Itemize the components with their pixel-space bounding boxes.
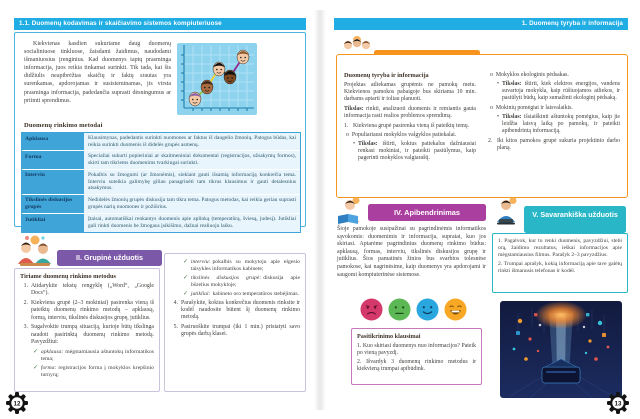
list-item bbox=[170, 324, 300, 339]
item-text: Kiekviena grupė pasirenka vieną iš pateiktų temų. bbox=[353, 122, 470, 129]
selfwork-illustration bbox=[492, 196, 524, 226]
page-number-badge bbox=[6, 392, 28, 414]
item-number: 4. bbox=[173, 299, 178, 306]
check-list-item bbox=[183, 259, 300, 273]
item-number: 1. bbox=[357, 343, 362, 349]
right-chapter-header: 1. Duomenų tyryba ir informacija bbox=[334, 18, 628, 30]
item-text: Sugalvokite trumpą situaciją, kurioje būtų tikslinga naudoti pasirinktą duomenų rinkimo metodą. Pavyzdžiui: bbox=[31, 324, 154, 346]
table-row bbox=[22, 151, 300, 169]
topic-goal-text bbox=[358, 141, 476, 163]
method-label: Interviu bbox=[22, 170, 84, 194]
item-text: Pasiruoškite trumpai (iki 1 min.) pristatyti savo grupės darbą klasei. bbox=[181, 323, 300, 338]
left-page bbox=[0, 0, 320, 416]
method-label: Forma bbox=[22, 151, 84, 168]
check-term: jutikliai: bbox=[190, 290, 211, 297]
self-check-question bbox=[357, 343, 476, 357]
grinning-face-icon[interactable] bbox=[444, 298, 467, 321]
item-number: 1. bbox=[23, 283, 28, 289]
smiling-face-icon[interactable] bbox=[416, 298, 439, 321]
check-desc: diskusija apie būrelius mokykloje; bbox=[190, 274, 300, 289]
check-term: interviu: bbox=[190, 259, 211, 265]
summary-paragraph: Šioje pamokoje susipažinai su pagrindinėmis informatikos sąvokomis: duomenimis ir informacija, supratai, kuo jos skiriasi. Aptarėme pagrindinius duomenų rinkimo būdus: apklausą, formas, interviu, tikslinės diskusijos grupę ir jutiklius. Šios pamatinės žinios bus svarbios tolesnėse pamokose, kai nagrinėsime, kaip duomenys yra apdorojami ir saugomi kompiuterinėse sistemose. bbox=[337, 226, 486, 278]
check-list-item bbox=[33, 349, 154, 363]
check-text bbox=[191, 275, 300, 289]
page-number: 12 bbox=[13, 400, 21, 408]
summary-illustration bbox=[334, 196, 368, 226]
selfwork-box bbox=[492, 233, 628, 293]
check-term: apklausa: bbox=[40, 348, 64, 355]
item-number: 2. bbox=[488, 137, 493, 144]
item-number: 1. bbox=[498, 238, 503, 244]
sad-face-icon[interactable] bbox=[360, 298, 383, 321]
method-description: Pokalbis su žmogumi (ar žmonėmis), siekiant gauti išsamią informaciją konkrečia tema. Interviu suteikia galimybę giliau panagrinėti tam tikrus klausimus ir gauti detalesnius atsakymus. bbox=[84, 170, 300, 194]
item-text: Trumpai aprašyk, kokią informaciją apie tave galėtų rinkti išmanusis telefonas ir kodėl. bbox=[498, 261, 622, 275]
project-topic bbox=[488, 105, 620, 112]
topic-goal bbox=[497, 81, 620, 103]
bullet-o: o bbox=[490, 72, 493, 78]
item-text: Kiekviena grupė (2–3 mokiniai) pasirenka vieną iš pateiktų duomenų rinkimo metodų – apklausą, formą, interviu, tikslinės diskusijos grupę, jutiklius. bbox=[31, 300, 154, 321]
method-description: Klausimynas, padedantis surinkti nuomones ar faktus iš daugelio žmonių. Patogus būdas, kai reikia surinkti duomenis iš didelės grupės asmenų. bbox=[84, 133, 300, 150]
check-term: forma: bbox=[40, 364, 57, 371]
check-text bbox=[191, 259, 300, 273]
check-text bbox=[41, 365, 154, 379]
gear-icon bbox=[607, 392, 629, 414]
topic-name: Mokyklos ekologinis pėdsakas. bbox=[495, 72, 569, 78]
check-mark-icon: ✓ bbox=[183, 259, 188, 265]
item-text: Iki kitos pamokos grupė sukuria projektinio darbo planą. bbox=[497, 137, 620, 151]
gear-icon bbox=[6, 392, 28, 414]
method-description: Įtaisai, automatiškai renkantys duomenis apie aplinką (temperatūrą, šviesą, judesį). Jutikliai gali rinkti duomenis be žmogaus įsikišimo, dažnai realiuoju laiku. bbox=[84, 214, 300, 231]
table-row bbox=[22, 195, 300, 214]
item-text: Atidarykite tekstų rengyklę („Word“, „Google Docs“). bbox=[31, 283, 154, 297]
method-description: Nedidelės žmonių grupės diskusija tam tikra tema. Patogus metodas, kai reikia geriau suprasti grupės narių nuomones ir požiūrius. bbox=[84, 195, 300, 213]
item-text: Kuo skiriasi duomenys nuo informacijos? Pateik po vieną pavyzdį. bbox=[357, 343, 476, 357]
project-intro: Projektas atliekamas grupėmis ne pamokų metu. Kiekvienos pamokos pabaigoje bus skiriama 10 min. darbams aptarti ir toliau planuoti. bbox=[344, 81, 476, 103]
topic-goal-text bbox=[502, 81, 620, 103]
project-goal bbox=[344, 106, 476, 120]
item-text: Pagalvok, kur tu renki duomenis, pavyzdžiui, stebi orą, žaidimo rezultatus, ieškai informacijos apie mėgstamiausius filmus. Parašyk 2–3 pavyzdžius. bbox=[498, 238, 622, 258]
goal-label: Tikslas: bbox=[358, 140, 378, 147]
project-column-1 bbox=[344, 72, 476, 165]
method-description: Specialiai sukurti popieriniai ar skaitmeniniai dokumentai (registracijos, užsakymų formos), skirti tam tikriems duomenims tvarkingai surinkti. bbox=[84, 151, 300, 168]
neutral-face-icon[interactable] bbox=[388, 298, 411, 321]
check-list-item bbox=[33, 365, 154, 379]
topic-name: Mokinių pomėgiai ir laisvalaikis. bbox=[495, 104, 573, 111]
group-task-column-2 bbox=[164, 253, 306, 392]
lesson-intro-box bbox=[14, 32, 306, 227]
item-number: 5. bbox=[173, 323, 178, 330]
feedback-emoji-row bbox=[360, 298, 467, 321]
method-label: Apklausa bbox=[22, 133, 84, 150]
check-list-item bbox=[183, 291, 300, 298]
topic-goal bbox=[353, 141, 476, 163]
group-task-banner: II. Grupinė užduotis bbox=[57, 250, 162, 266]
project-column-2 bbox=[488, 72, 620, 154]
table-row bbox=[22, 170, 300, 195]
check-text bbox=[191, 291, 300, 298]
goal-text: ištirti, kiek elektros energijos, vandens suvartoja mokykla, kaip rūšiuojamos atliekos, ir pasiūlyti būdų, kaip sumažinti ekologinį pėdsaką. bbox=[502, 80, 621, 102]
goal-text: ištirti, kokius patiekalus dažniausiai renkasi mokiniai, ir pateikti pasiūlymus, kaip pagerinti mokyklos valgiaraštį. bbox=[358, 140, 476, 162]
check-desc: registracijos forma į mokyklos krepšinio turnyrą; bbox=[40, 364, 154, 378]
goal-label: Tikslas: bbox=[344, 105, 364, 112]
self-check-question bbox=[357, 359, 476, 373]
item-number: 1. bbox=[344, 122, 349, 129]
list-item bbox=[20, 283, 154, 298]
topic-goal-text bbox=[502, 114, 620, 136]
group-task-column-1 bbox=[14, 268, 160, 392]
check-mark-icon: ✓ bbox=[183, 274, 188, 281]
goal-text: išsiaiškinti aštuntokų pomėgius, kaip jie leidžia laisvą laiką po pamokų, ir pateikti apibendrintą informaciją. bbox=[502, 113, 621, 134]
group-task-subtitle: Tiriame duomenų rinkimo metodus bbox=[20, 273, 116, 280]
check-list-item bbox=[183, 275, 300, 289]
method-label: Tikslinės diskusijos grupės bbox=[22, 195, 84, 213]
faces-line-chart-illustration bbox=[176, 42, 258, 120]
check-mark-icon: ✓ bbox=[183, 290, 188, 297]
bullet-dot: • bbox=[497, 113, 500, 120]
item-number: 3. bbox=[23, 324, 28, 331]
left-chapter-header: 1.1. Duomenų kodavimas ir skaičiavimo sistemos kompiuteriuose bbox=[14, 18, 306, 30]
project-step bbox=[344, 123, 476, 130]
check-mark-icon: ✓ bbox=[33, 364, 38, 371]
item-text: Parašykite, kokius konkrečius duomenis rinksite ir kodėl naudosite būtent šį duomenų rinkimo metodą. bbox=[181, 299, 300, 321]
group-task-illustration bbox=[14, 234, 56, 268]
project-topic bbox=[344, 132, 476, 139]
project-topic bbox=[488, 72, 620, 79]
selfwork-item bbox=[498, 238, 622, 259]
topic-goal bbox=[497, 114, 620, 136]
summary-banner: IV. Apibendrinimas bbox=[368, 204, 486, 221]
selfwork-item bbox=[498, 261, 622, 275]
list-item bbox=[170, 300, 300, 322]
data-technology-image bbox=[500, 301, 622, 398]
check-desc: kabineto oro temperatūros stebėjimas. bbox=[212, 290, 300, 297]
item-number: 2. bbox=[498, 261, 503, 268]
list-item bbox=[20, 324, 154, 346]
item-text: Išvardyk 3 duomenų rinkimo metodus ir kiekvieną trumpai apibūdink. bbox=[357, 359, 477, 373]
selfwork-banner: V. Savarankiška užduotis bbox=[524, 206, 626, 233]
goal-label: Tikslas: bbox=[502, 80, 522, 87]
methods-table bbox=[21, 132, 301, 233]
check-desc: mėgstamiausia aštuntokų informatikos tema; bbox=[40, 348, 154, 363]
method-label: Jutikliai bbox=[22, 214, 84, 231]
self-check-box bbox=[351, 328, 482, 385]
intro-paragraph: Kiekvienas kasdien sukuriame daug duomenų socialiniuose tinkluose, žaisdami žaidimus, naudodami išmaniuosius įrenginius. Kad duomenys taptų prasminga informacija, juos reikia tinkamai surinkti. Tik tada, kai šis didžiulis neapibrėžtas skaičių ir faktų srautas yra surenkamas, apdorojamas ir susisteminamas, jis virsta prasminga informacija, padedančia suprasti dėsningumus ar priimti sprendimus. bbox=[24, 41, 171, 104]
check-mark-icon: ✓ bbox=[33, 348, 38, 355]
check-term: tikslinės diskusijos grupė: bbox=[190, 274, 262, 281]
check-desc: pokalbis su mokytoju apie elgesio taisykles informatikos kabinete; bbox=[190, 259, 300, 273]
item-number: 2. bbox=[23, 300, 28, 307]
self-check-title: Pasitikrinimo klausimai bbox=[357, 333, 421, 340]
page-number-badge bbox=[607, 392, 629, 414]
check-text bbox=[41, 349, 154, 363]
table-row bbox=[22, 214, 300, 231]
bullet-o: o bbox=[346, 131, 349, 138]
topic-name: Populiariausi mokyklos valgyklos patiekalai. bbox=[351, 131, 457, 138]
page-number: 13 bbox=[614, 400, 622, 408]
methods-heading: Duomenų rinkimo metodai bbox=[24, 122, 103, 129]
bullet-o: o bbox=[490, 104, 493, 111]
goal-text: rinkti, analizuoti duomenis ir remiantis gauta informacija rasti realios problemos sprendimą. bbox=[344, 105, 476, 120]
table-row bbox=[22, 133, 300, 151]
bullet-dot: • bbox=[497, 80, 500, 87]
bullet-dot: • bbox=[353, 140, 356, 147]
project-title: Duomenų tyryba ir informacija bbox=[344, 72, 429, 79]
project-step bbox=[488, 138, 620, 152]
list-item bbox=[20, 300, 154, 322]
right-page bbox=[320, 0, 640, 416]
item-number: 2. bbox=[357, 359, 362, 366]
goal-label: Tikslas: bbox=[502, 113, 522, 120]
